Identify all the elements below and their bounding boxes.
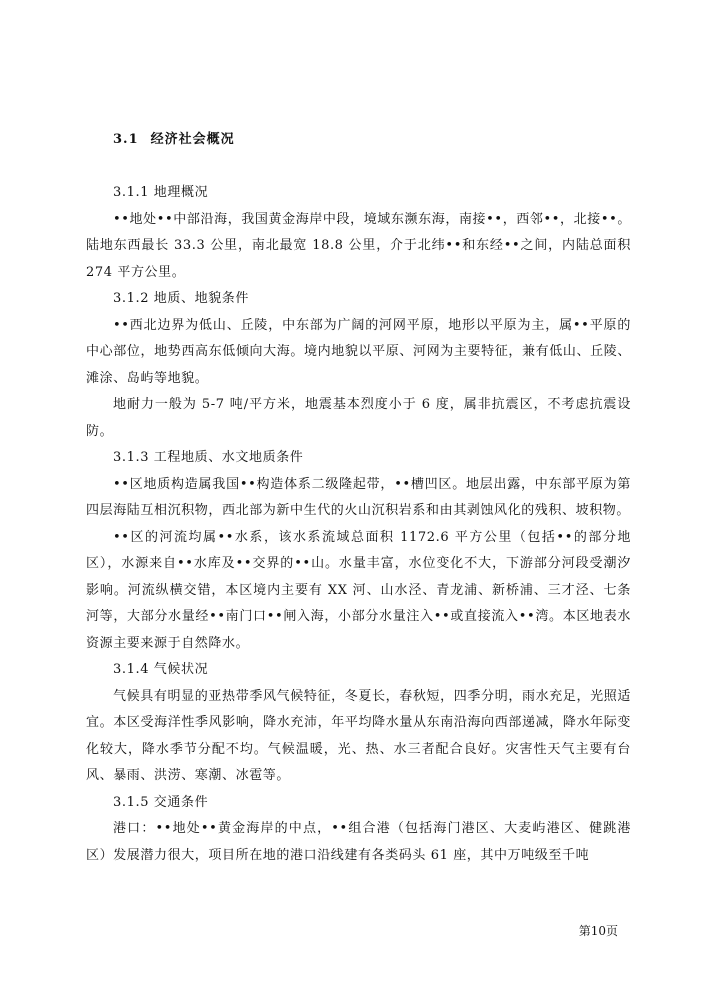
document-body [86,180,631,869]
subsection-heading: 3.1.2 地质、地貌条件 [113,291,250,306]
paragraph: ••区的河流均属••水系，该水系流域总面积 1172.6 平方公里（包括••的部分地区），水源来自••水库及••交界的••山。水量丰富，水位变化不大，下游部分河段受潮汐影响。河流纵横交错，本区境内主要有 XX 河、山水泾、青龙浦、新桥浦、三才泾、七条河等，大部分水量经••南门口••闸入海，小部分水量注入••或直接流入••湾。本区地表水资源主要来源于自然降水。 [86,529,631,651]
subsection-heading: 3.1.4 气候状况 [113,662,209,677]
subsection-heading: 3.1.1 地理概况 [113,185,209,200]
section-number: 3.1 [113,132,139,147]
section-title: 经济社会概况 [150,132,235,147]
paragraph: 港口：••地处••黄金海岸的中点，••组合港（包括海门港区、大麦屿港区、健跳港区）发展潜力很大，项目所在地的港口沿线建有各类码头 61 座，其中万吨级至千吨 [86,821,631,863]
subsection-heading: 3.1.5 交通条件 [113,794,209,810]
subsection-heading: 3.1.3 工程地质、水文地质条件 [113,450,304,465]
paragraph: ••地处••中部沿海，我国黄金海岸中段，境域东濒东海，南接••，西邻••，北接••。陆地东西最长 33.3 公里，南北最宽 18.8 公里，介于北纬••和东经••之间，内陆总面积 274 平方公里。 [86,211,631,280]
section-heading [113,128,235,147]
paragraph: 气候具有明显的亚热带季风气候特征，冬夏长，春秋短，四季分明，雨水充足，光照适宜。本区受海洋性季风影响，降水充沛，年平均降水量从东南沿海向西部递减，降水年际变化较大，降水季节分配不均。气候温暖，光、热、水三者配合良好。灾害性天气主要有台风、暴雨、洪涝、寒潮、冰雹等。 [86,688,631,783]
paragraph: 地耐力一般为 5-7 吨/平方米，地震基本烈度小于 6 度，属非抗震区，不考虑抗震设防。 [86,397,631,439]
paragraph: ••西北边界为低山、丘陵，中东部为广阔的河网平原，地形以平原为主，属••平原的中心部位，地势西高东低倾向大海。境内地貌以平原、河网为主要特征，兼有低山、丘陵、滩涂、岛屿等地貌。 [86,317,631,386]
page-number: 第10页 [578,924,618,938]
paragraph: ••区地质构造属我国••构造体系二级隆起带，••槽凹区。地层出露，中东部平原为第四层海陆互相沉积物，西北部为新中生代的火山沉积岩系和由其剥蚀风化的残积、坡积物。 [86,476,631,518]
